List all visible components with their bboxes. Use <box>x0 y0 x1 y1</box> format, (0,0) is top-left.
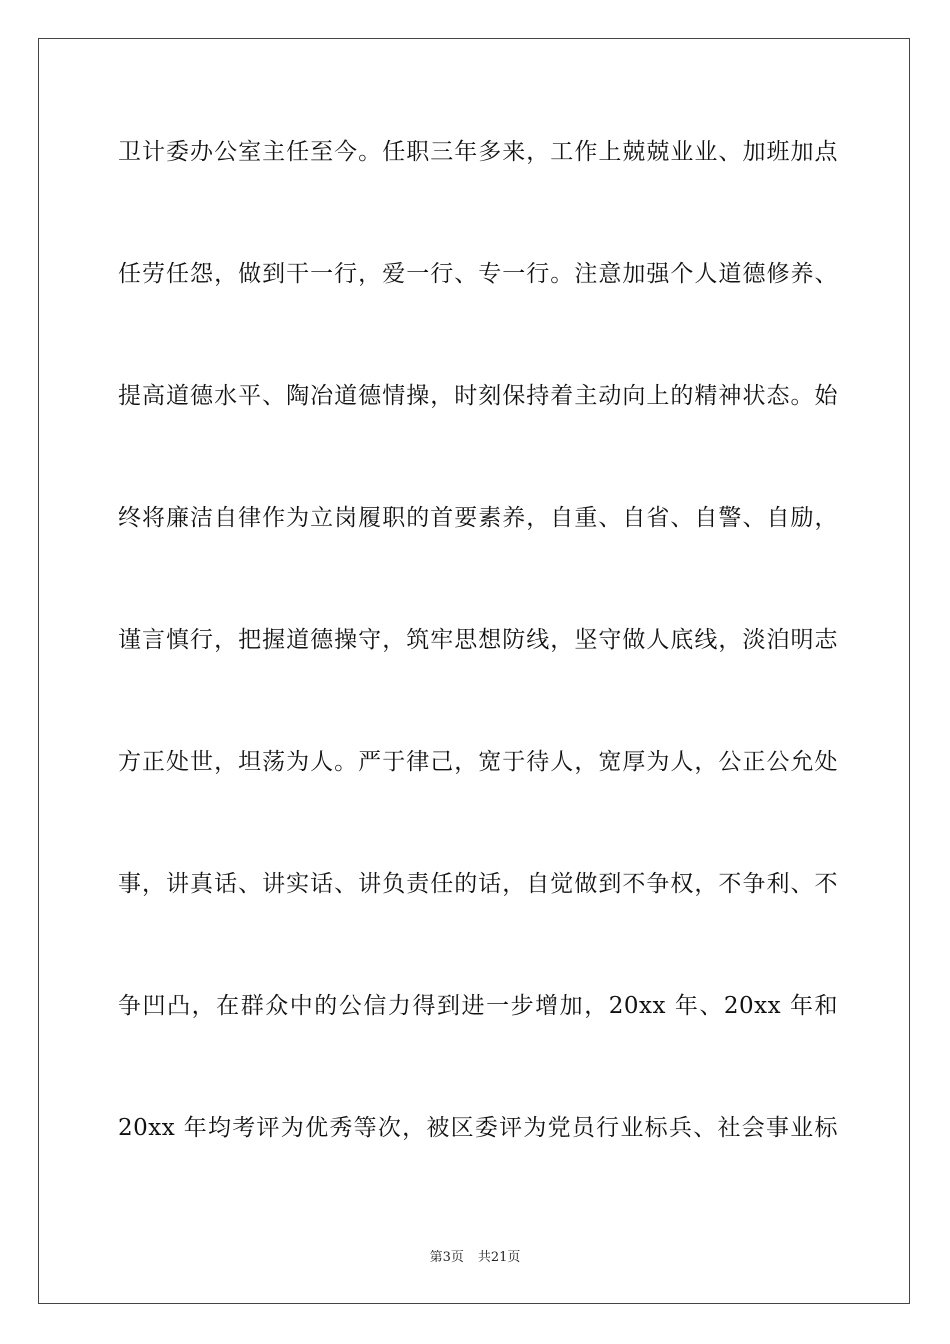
page-number-current: 第3页 <box>429 1250 464 1265</box>
page-number-total: 共21页 <box>477 1250 521 1265</box>
text-line-8: 争凹凸，在群众中的公信力得到进一步增加，20xx 年、20xx 年和 <box>118 993 838 1019</box>
text-line-9: 20xx 年均考评为优秀等次，被区委评为党员行业标兵、社会事业标 <box>118 1115 838 1141</box>
text-line-2: 任劳任怨，做到干一行，爱一行、专一行。注意加强个人道德修养、 <box>118 261 838 287</box>
text-line-1: 卫计委办公室主任至今。任职三年多来，工作上兢兢业业、加班加点 <box>118 139 838 165</box>
text-line-3: 提高道德水平、陶冶道德情操，时刻保持着主动向上的精神状态。始 <box>118 383 838 409</box>
text-line-6: 方正处世，坦荡为人。严于律己，宽于待人，宽厚为人，公正公允处 <box>118 749 838 775</box>
text-line-7: 事，讲真话、讲实话、讲负责任的话，自觉做到不争权，不争利、不 <box>118 871 838 897</box>
document-body <box>118 130 838 1228</box>
text-line-4: 终将廉洁自律作为立岗履职的首要素养，自重、自省、自警、自励， <box>118 505 838 531</box>
text-line-5: 谨言慎行，把握道德操守，筑牢思想防线，坚守做人底线，淡泊明志 <box>118 627 838 653</box>
page-footer <box>0 1246 950 1265</box>
